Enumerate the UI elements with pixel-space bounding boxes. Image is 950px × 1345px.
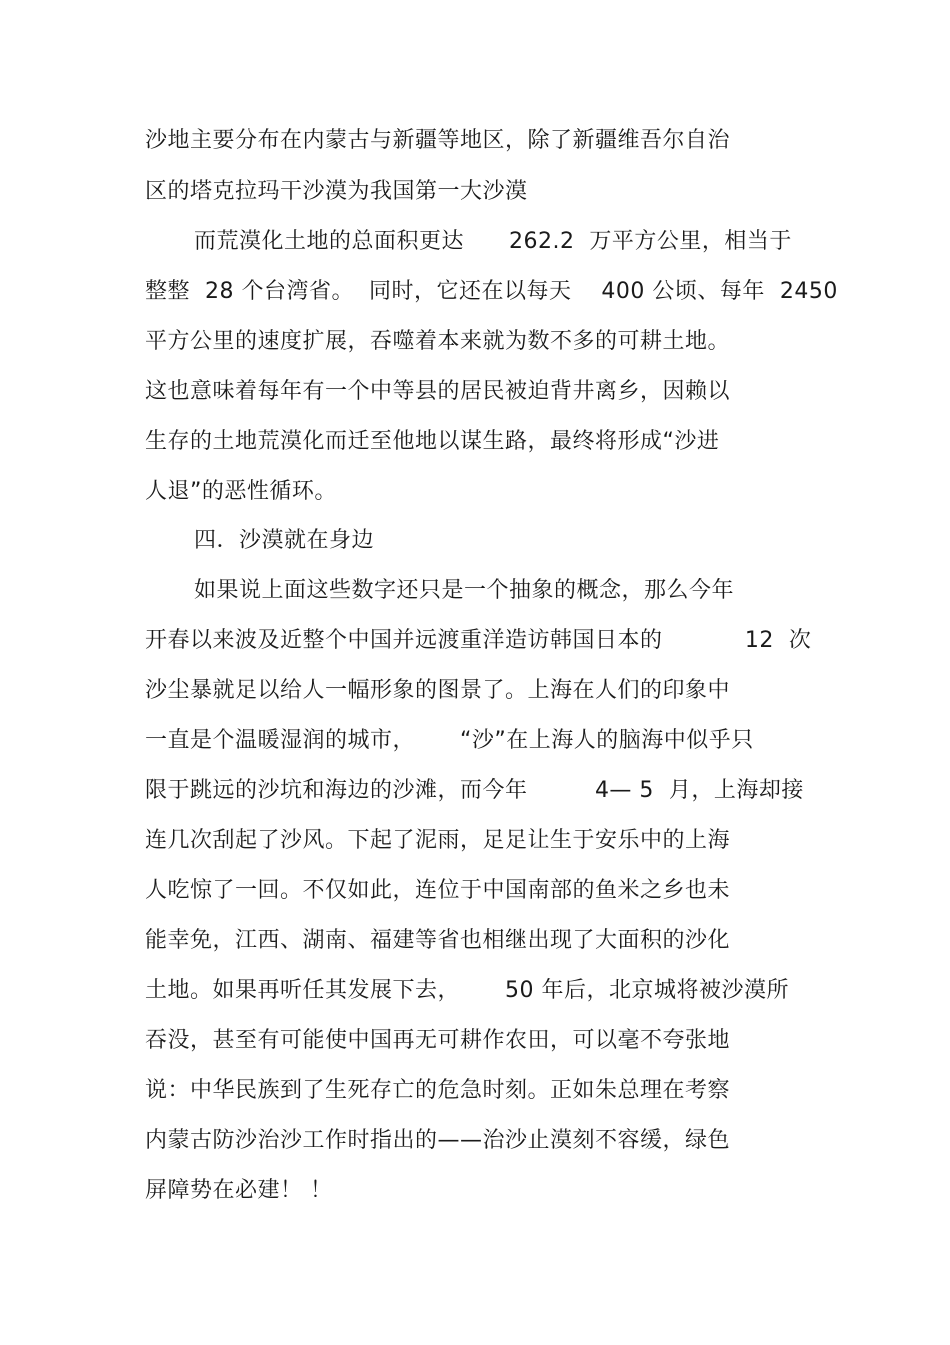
text-line: 限于跳远的沙坑和海边的沙滩，而今年 4— 5 月，上海却接 (145, 778, 804, 803)
text-line: 土地。如果再听任其发展下去， 50 年后，北京城将被沙漠所 (145, 978, 789, 1003)
text-line: 整整 28 个台湾省。 同时，它还在以每天 400 公顷、每年 2450 (145, 279, 838, 304)
text-line: 说：中华民族到了生死存亡的危急时刻。正如朱总理在考察 (145, 1078, 731, 1103)
text-line: 而荒漠化土地的总面积更达 262.2 万平方公里，相当于 (194, 229, 792, 254)
text-line: 开春以来波及近整个中国并远渡重洋造访韩国日本的 12 次 (145, 628, 812, 653)
text-line: 连几次刮起了沙风。下起了泥雨，足足让生于安乐中的上海 (145, 828, 731, 853)
text-line: 如果说上面这些数字还只是一个抽象的概念，那么今年 (194, 578, 735, 603)
text-line: 沙地主要分布在内蒙古与新疆等地区，除了新疆维吾尔自治 (145, 128, 731, 153)
text-line: 吞没，甚至有可能使中国再无可耕作农田，可以毫不夸张地 (145, 1028, 731, 1053)
text-line: 屏障势在必建！ ！ (145, 1178, 333, 1203)
text-line: 人退”的恶性循环。 (145, 479, 337, 504)
text-line: 生存的土地荒漠化而迁至他地以谋生路，最终将形成“沙进 (145, 429, 720, 454)
text-line: 平方公里的速度扩展，吞噬着本来就为数不多的可耕土地。 (145, 329, 731, 354)
text-line: 沙尘暴就足以给人一幅形象的图景了。上海在人们的印象中 (145, 678, 731, 703)
section-heading: 四．沙漠就在身边 (194, 528, 375, 553)
text-line: 这也意味着每年有一个中等县的居民被迫背井离乡，因赖以 (145, 379, 731, 404)
text-line: 能幸免，江西、湖南、福建等省也相继出现了大面积的沙化 (145, 928, 731, 953)
text-line: 内蒙古防沙治沙工作时指出的——治沙止漠刻不容缓，绿色 (145, 1128, 731, 1153)
text-line: 一直是个温暖湿润的城市， “沙”在上海人的脑海中似乎只 (145, 728, 754, 753)
text-line: 人吃惊了一回。不仅如此，连位于中国南部的鱼米之乡也未 (145, 878, 731, 903)
text-line: 区的塔克拉玛干沙漠为我国第一大沙漠 (145, 179, 528, 204)
